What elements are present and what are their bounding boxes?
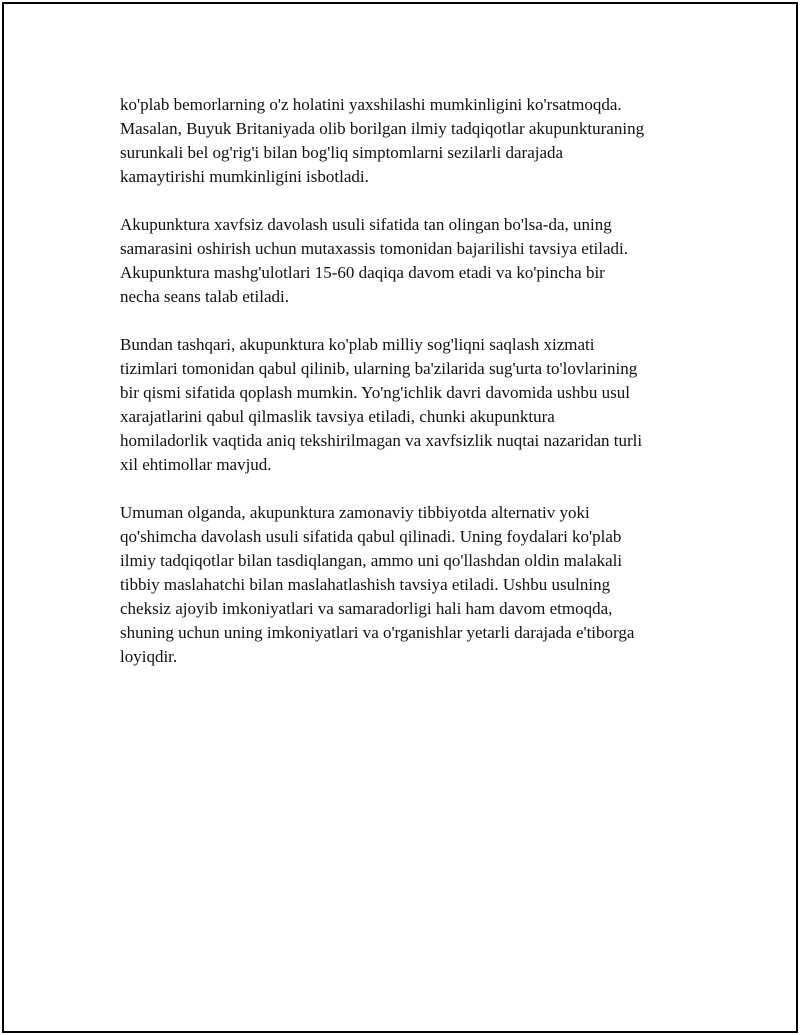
text-line: ilmiy tadqiqotlar bilan tasdiqlangan, ammo uni qo'llashdan oldin malakali xyxy=(120,551,623,570)
text-line: xarajatlarini qabul qilmaslik tavsiya etiladi, chunki akupunktura xyxy=(120,407,555,426)
text-line: loyiqdir. xyxy=(120,647,178,666)
text-line: qo'shimcha davolash usuli sifatida qabul qilinadi. Uning foydalari ko'plab xyxy=(120,527,622,546)
text-line: tizimlari tomonidan qabul qilinib, ularning ba'zilarida sug'urta to'lovlarining xyxy=(120,359,638,378)
text-line: xil ehtimollar mavjud. xyxy=(120,455,272,474)
paragraph-1 xyxy=(120,93,700,189)
text-line: Akupunktura xavfsiz davolash usuli sifatida tan olingan bo'lsa-da, uning xyxy=(120,215,612,234)
text-line: Akupunktura mashg'ulotlari 15-60 daqiqa davom etadi va ko'pincha bir xyxy=(120,263,605,282)
text-line: Bundan tashqari, akupunktura ko'plab milliy sog'liqni saqlash xizmati xyxy=(120,335,595,354)
text-line: Umuman olganda, akupunktura zamonaviy tibbiyotda alternativ yoki xyxy=(120,503,590,522)
paragraph-2 xyxy=(120,213,700,309)
text-line: shuning uchun uning imkoniyatlari va o'rganishlar yetarli darajada e'tiborga xyxy=(120,623,635,642)
text-line: tibbiy maslahatchi bilan maslahatlashish tavsiya etiladi. Ushbu usulning xyxy=(120,575,611,594)
text-line: bir qismi sifatida qoplash mumkin. Yo'ng'ichlik davri davomida ushbu usul xyxy=(120,383,630,402)
text-line: homiladorlik vaqtida aniq tekshirilmagan va xavfsizlik nuqtai nazaridan turli xyxy=(120,431,643,450)
text-line: ko'plab bemorlarning o'z holatini yaxshilashi mumkinligini ko'rsatmoqda. xyxy=(120,95,622,114)
document-body xyxy=(120,93,700,693)
paragraph-4 xyxy=(120,501,700,669)
paragraph-3 xyxy=(120,333,700,477)
text-line: kamaytirishi mumkinligini isbotladi. xyxy=(120,167,369,186)
text-line: samarasini oshirish uchun mutaxassis tomonidan bajarilishi tavsiya etiladi. xyxy=(120,239,629,258)
text-line: surunkali bel og'rig'i bilan bog'liq simptomlarni sezilarli darajada xyxy=(120,143,564,162)
text-line: cheksiz ajoyib imkoniyatlari va samaradorligi hali ham davom etmoqda, xyxy=(120,599,613,618)
text-line: necha seans talab etiladi. xyxy=(120,287,289,306)
text-line: Masalan, Buyuk Britaniyada olib borilgan ilmiy tadqiqotlar akupunkturaning xyxy=(120,119,645,138)
document-page xyxy=(2,2,798,1033)
